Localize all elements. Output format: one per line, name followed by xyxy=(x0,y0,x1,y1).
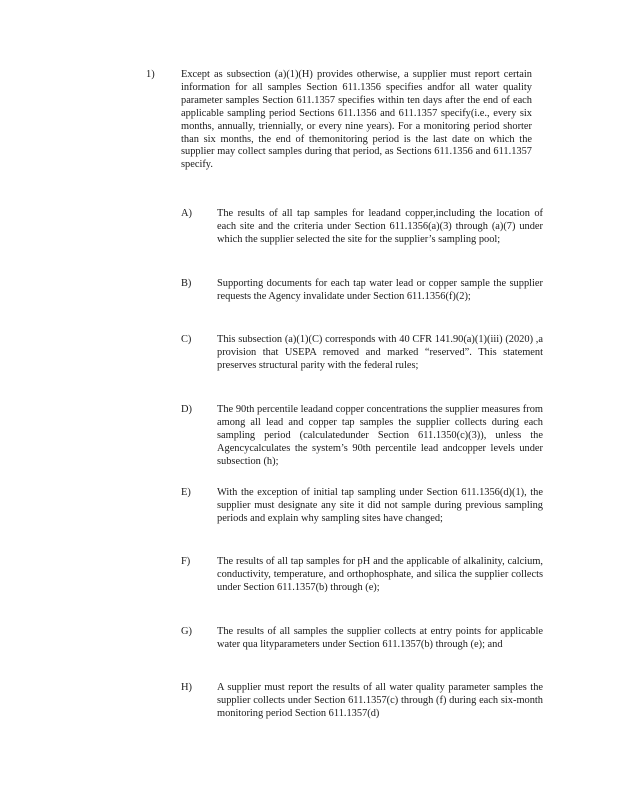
list-item-label: C) xyxy=(181,334,192,345)
list-item-label: E) xyxy=(181,487,191,498)
list-item-text: The results of all tap samples for leadand copper,including the location of each site and the criteria under Section 611.1356(a)(3) through (a)(7) under which the supplier selected the site for the supplier’s sampling pool; xyxy=(217,208,543,245)
list-item-label: G) xyxy=(181,626,192,637)
list-item-text: A supplier must report the results of all water quality parameter samples the supplier collects under Section 611.1357(c) through (f) during each six-month monitoring period Section 611.1357(d) xyxy=(217,682,543,719)
list-item-text: The results of all samples the supplier collects at entry points for applicable water qua lityparameters under Section 611.1357(b) through (e); and xyxy=(217,626,543,650)
list-item-label: H) xyxy=(181,682,192,693)
list-item-label: B) xyxy=(181,278,192,289)
section-number: 1) xyxy=(146,69,155,80)
list-item-label: A) xyxy=(181,208,192,219)
list-item-label: D) xyxy=(181,404,192,415)
list-item-text: With the exception of initial tap sampling under Section 611.1356(d)(1), the supplier must designate any site it did not sample during previous sampling periods and explain why sampling sites have changed; xyxy=(217,487,543,524)
list-item-text: The results of all tap samples for pH and the applicable of alkalinity, calcium, conductivity, temperature, and orthophosphate, and silica the supplier collects under Section 611.1357(b) through (e); xyxy=(217,556,543,593)
list-item-text: The 90th percentile leadand copper concentrations the supplier measures from among all lead and copper tap samples the supplier collects during each sampling period (calculatedunder Section 611.1350(c)(3)), unless the Agencycalculates the system’s 90th percentile lead andcopper levels under subsection (h); xyxy=(217,404,543,467)
list-item-label: F) xyxy=(181,556,191,567)
section-paragraph: Except as subsection (a)(1)(H) provides otherwise, a supplier must report certain information for all samples Section 611.1356 specifies andfor all water quality parameter samples Section 611.1357 specifies within ten days after the end of each applicable sampling period Sections 611.1356 and 611.1357 specify(i.e., every six months, annually, triennially, or every nine years). For a monitoring period shorter than six months, the end of themonitoring period is the last date on which the supplier may collect samples during that period, as Sections 611.1356 and 611.1357 specify. xyxy=(181,69,532,171)
list-item-text: Supporting documents for each tap water lead or copper sample the supplier requests the Agency invalidate under Section 611.1356(f)(2); xyxy=(217,278,543,302)
list-item-text: This subsection (a)(1)(C) corresponds with 40 CFR 141.90(a)(1)(iii) (2020) ,a provision that USEPA removed and marked “reserved”. This statement preserves structural parity with the federal rules; xyxy=(217,334,543,371)
